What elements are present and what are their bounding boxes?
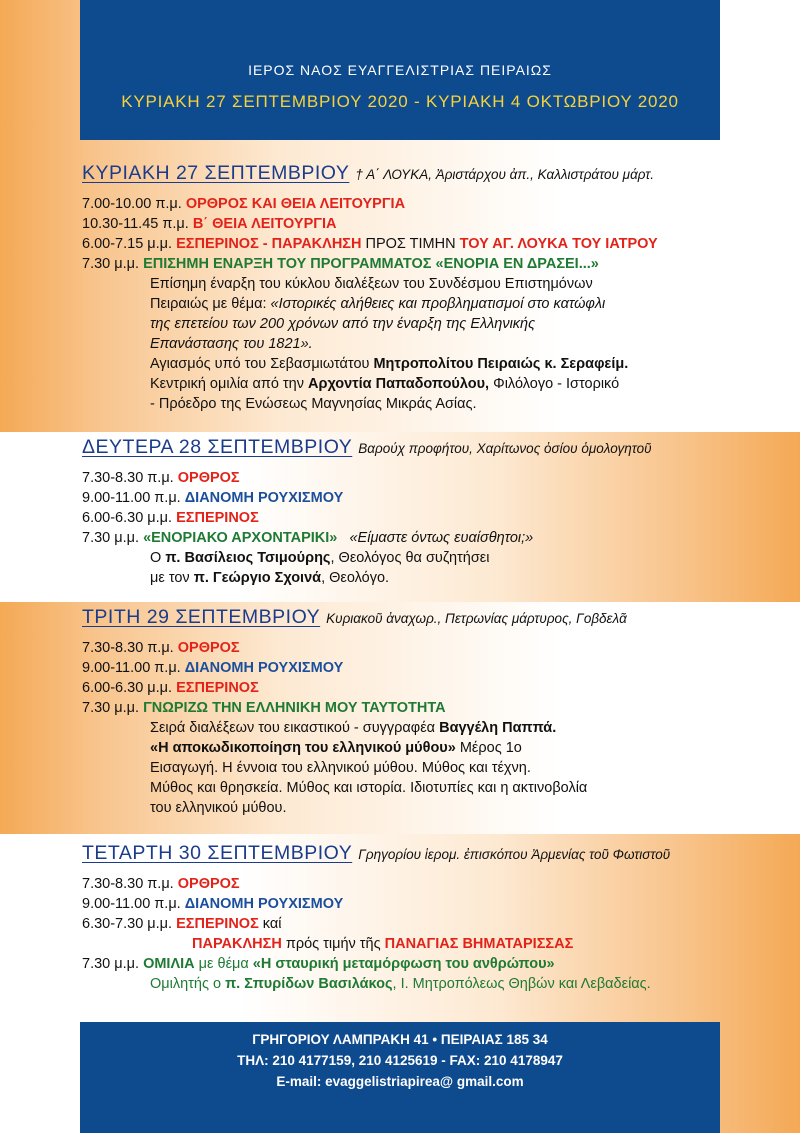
- schedule-row: 7.00-10.00 π.μ. ΟΡΘΡΟΣ ΚΑΙ ΘΕΙΑ ΛΕΙΤΟΥΡΓΙΑ: [82, 196, 406, 212]
- day-title: ΤΡΙΤΗ 29 ΣΕΠΤΕΜΒΡΙΟΥ: [82, 606, 321, 628]
- email: E-mail: evaggelistriapirea@ gmail.com: [276, 1074, 524, 1089]
- saint-of-day: † Α΄ ΛΟΥΚΑ, Ἀριστάρχου ἀπ., Καλλιστράτου μάρτ.: [355, 167, 654, 182]
- schedule-row: 7.30 μ.μ. ΕΠΙΣΗΜΗ ΕΝΑΡΞΗ ΤΟΥ ΠΡΟΓΡΑΜΜΑΤΟΣ «ΕΝΟΡΙΑ ΕΝ ΔΡΑΣΕΙ...»: [82, 256, 599, 272]
- description-line: του ελληνικού μύθου.: [150, 800, 287, 816]
- description-line: Πειραιώς με θέμα: «Ιστορικές αλήθειες και προβληματισμοί στο κατώφλι: [150, 296, 606, 312]
- description-line: Ομιλητής ο π. Σπυρίδων Βασιλάκος, Ι. Μητροπόλεως Θηβών και Λεβαδείας.: [150, 976, 651, 992]
- schedule-row: 7.30-8.30 π.μ. ΟΡΘΡΟΣ: [82, 640, 240, 656]
- description-line: Σειρά διαλέξεων του εικαστικού - συγγραφέα Βαγγέλη Παππά.: [150, 720, 557, 736]
- description-line: Επανάστασης του 1821».: [150, 336, 313, 352]
- description-line: Ο π. Βασίλειος Τσιμούρης, Θεολόγος θα συζητήσει: [150, 550, 490, 566]
- schedule-row: 7.30 μ.μ. ΟΜΙΛΙΑ με θέμα «Η σταυρική μεταμόρφωση του ανθρώπου»: [82, 956, 555, 972]
- schedule-row: 6.00-7.15 μ.μ. ΕΣΠΕΡΙΝΟΣ - ΠΑΡΑΚΛΗΣΗ ΠΡΟΣ ΤΙΜΗΝ ΤΟΥ ΑΓ. ΛΟΥΚΑ ΤΟΥ ΙΑΤΡΟΥ: [82, 236, 658, 252]
- church-name: ΙΕΡΟΣ ΝΑΟΣ ΕΥΑΓΓΕΛΙΣΤΡΙΑΣ ΠΕΙΡΑΙΩΣ: [248, 62, 552, 78]
- date-range: ΚΥΡΙΑΚΗ 27 ΣΕΠΤΕΜΒΡΙΟΥ 2020 - ΚΥΡΙΑΚΗ 4 ΟΚΤΩΒΡΙΟΥ 2020: [121, 92, 679, 111]
- description-line: Μύθος και θρησκεία. Μύθος και ιστορία. Ιδιοτυπίες και η ακτινοβολία: [150, 780, 588, 796]
- schedule-row: 9.00-11.00 π.μ. ΔΙΑΝΟΜΗ ΡΟΥΧΙΣΜΟΥ: [82, 896, 344, 912]
- day-section-wednesday: [82, 842, 782, 994]
- schedule-row: 6.30-7.30 μ.μ. ΕΣΠΕΡΙΝΟΣ καί: [82, 916, 282, 932]
- phone-fax: ΤΗΛ: 210 4177159, 210 4125619 - FAX: 210 4178947: [237, 1053, 563, 1068]
- description-line: Αγιασμός υπό του Σεβασμιωτάτου Μητροπολίτου Πειραιώς κ. Σεραφείμ.: [150, 356, 629, 372]
- day-section-tuesday: [82, 606, 782, 818]
- schedule-row: 7.30-8.30 π.μ. ΟΡΘΡΟΣ: [82, 470, 240, 486]
- schedule-row: 7.30-8.30 π.μ. ΟΡΘΡΟΣ: [82, 876, 240, 892]
- description-line: «Η αποκωδικοποίηση του ελληνικού μύθου» Μέρος 1ο: [150, 740, 522, 756]
- schedule-row: 9.00-11.00 π.μ. ΔΙΑΝΟΜΗ ΡΟΥΧΙΣΜΟΥ: [82, 660, 344, 676]
- schedule-row: ΠΑΡΑΚΛΗΣΗ πρός τιμήν τῆς ΠΑΝΑΓΙΑΣ ΒΗΜΑΤΑΡΙΣΣΑΣ: [192, 936, 574, 952]
- header-panel: [80, 0, 720, 140]
- description-line: Επίσημη έναρξη του κύκλου διαλέξεων του Συνδέσμου Επιστημόνων: [150, 276, 593, 292]
- schedule-row: 6.00-6.30 μ.μ. ΕΣΠΕΡΙΝΟΣ: [82, 680, 259, 696]
- schedule-row: 10.30-11.45 π.μ. Β΄ ΘΕΙΑ ΛΕΙΤΟΥΡΓΙΑ: [82, 216, 337, 232]
- day-title: ΚΥΡΙΑΚΗ 27 ΣΕΠΤΕΜΒΡΙΟΥ: [82, 162, 350, 184]
- day-section-monday: [82, 436, 782, 588]
- schedule-row: 7.30 μ.μ. «ΕΝΟΡΙΑΚΟ ΑΡΧΟΝΤΑΡΙΚΙ» «Είμαστε όντως ευαίσθητοι;»: [82, 530, 534, 546]
- description-line: Κεντρική ομιλία από την Αρχοντία Παπαδοπούλου, Φιλόλογο - Ιστορικό: [150, 376, 620, 392]
- description-line: Εισαγωγή. Η έννοια του ελληνικού μύθου. Μύθος και τέχνη.: [150, 760, 531, 776]
- description-line: της επετείου των 200 χρόνων από την έναρξη της Ελληνικής: [150, 316, 536, 332]
- day-section-sunday: [82, 162, 782, 414]
- schedule-row: 9.00-11.00 π.μ. ΔΙΑΝΟΜΗ ΡΟΥΧΙΣΜΟΥ: [82, 490, 344, 506]
- description-line: - Πρόεδρο της Ενώσεως Μαγνησίας Μικράς Ασίας.: [150, 396, 477, 412]
- saint-of-day: Βαρούχ προφήτου, Χαρίτωνος ὁσίου ὁμολογητοῦ: [358, 441, 652, 456]
- day-title: ΔΕΥΤΕΡΑ 28 ΣΕΠΤΕΜΒΡΙΟΥ: [82, 436, 353, 458]
- day-title: ΤΕΤΑΡΤΗ 30 ΣΕΠΤΕΜΒΡΙΟΥ: [82, 842, 353, 864]
- schedule-row: 7.30 μ.μ. ΓΝΩΡΙΖΩ ΤΗΝ ΕΛΛΗΝΙΚΗ ΜΟΥ ΤΑΥΤΟΤΗΤΑ: [82, 700, 446, 716]
- address: ΓΡΗΓΟΡΙΟΥ ΛΑΜΠΡΑΚΗ 41 • ΠΕΙΡΑΙΑΣ 185 34: [252, 1032, 548, 1047]
- saint-of-day: Κυριακοῦ ἀναχωρ., Πετρωνίας μάρτυρος, Γοβδελᾶ: [326, 611, 627, 626]
- saint-of-day: Γρηγορίου ἱερομ. ἐπισκόπου Ἀρμενίας τοῦ Φωτιστοῦ: [358, 847, 671, 862]
- schedule-row: 6.00-6.30 μ.μ. ΕΣΠΕΡΙΝΟΣ: [82, 510, 259, 526]
- description-line: με τον π. Γεώργιο Σχοινά, Θεολόγο.: [150, 570, 390, 586]
- footer-panel: [80, 1022, 720, 1133]
